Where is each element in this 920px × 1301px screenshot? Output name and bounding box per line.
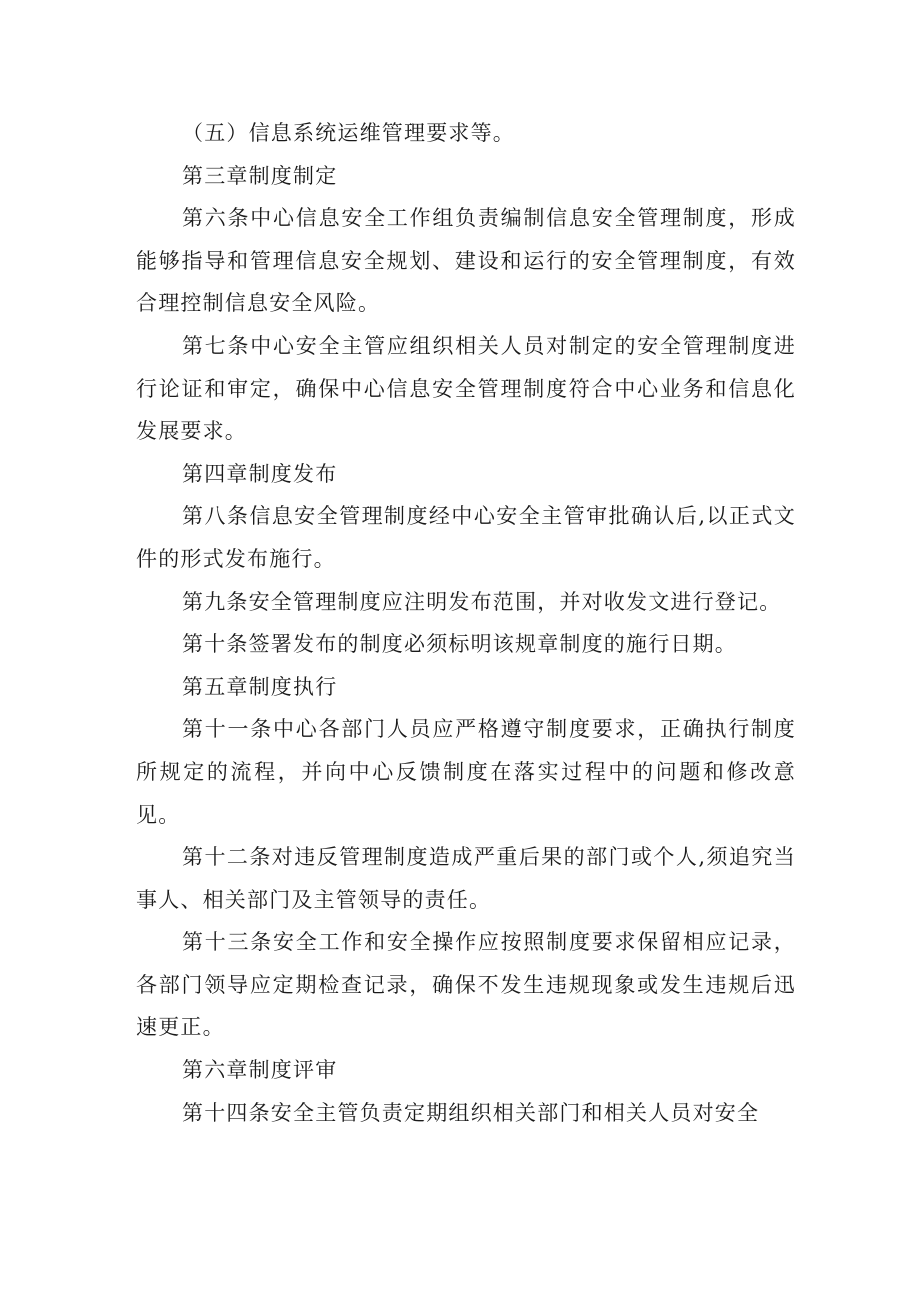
chapter-heading-3: 第三章制度制定 (182, 163, 338, 188)
article-14: 第十四条安全主管负责定期组织相关部门和相关人员对安全 (182, 1100, 760, 1125)
chapter-heading-4: 第四章制度发布 (182, 461, 338, 486)
article-9: 第九条安全管理制度应注明发布范围，并对收发文进行登记。 (182, 589, 782, 614)
paragraph-item-5: （五）信息系统运维管理要求等。 (182, 121, 515, 145)
article-8: 第八条信息安全管理制度经中心安全主管审批确认后,以正式文件的形式发布施行。 (136, 504, 796, 571)
article-10: 第十条签署发布的制度必须标明该规章制度的施行日期。 (182, 632, 737, 657)
document-body (136, 112, 796, 1134)
article-13: 第十三条安全工作和安全操作应按照制度要求保留相应记录，各部门领导应定期检查记录，确保不发生违规现象或发生违规后迅速更正。 (136, 930, 796, 1040)
chapter-heading-6: 第六章制度评审 (182, 1058, 338, 1083)
article-7: 第七条中心安全主管应组织相关人员对制定的安全管理制度进行论证和审定，确保中心信息安全管理制度符合中心业务和信息化发展要求。 (136, 333, 796, 444)
chapter-heading-5: 第五章制度执行 (182, 674, 338, 699)
article-11: 第十一条中心各部门人员应严格遵守制度要求，正确执行制度所规定的流程，并向中心反馈制度在落实过程中的问题和修改意见。 (136, 717, 796, 827)
article-6: 第六条中心信息安全工作组负责编制信息安全管理制度，形成能够指导和管理信息安全规划、建设和运行的安全管理制度，有效合理控制信息安全风险。 (136, 206, 796, 316)
article-12: 第十二条对违反管理制度造成严重后果的部门或个人,须追究当事人、相关部门及主管领导的责任。 (136, 845, 796, 912)
